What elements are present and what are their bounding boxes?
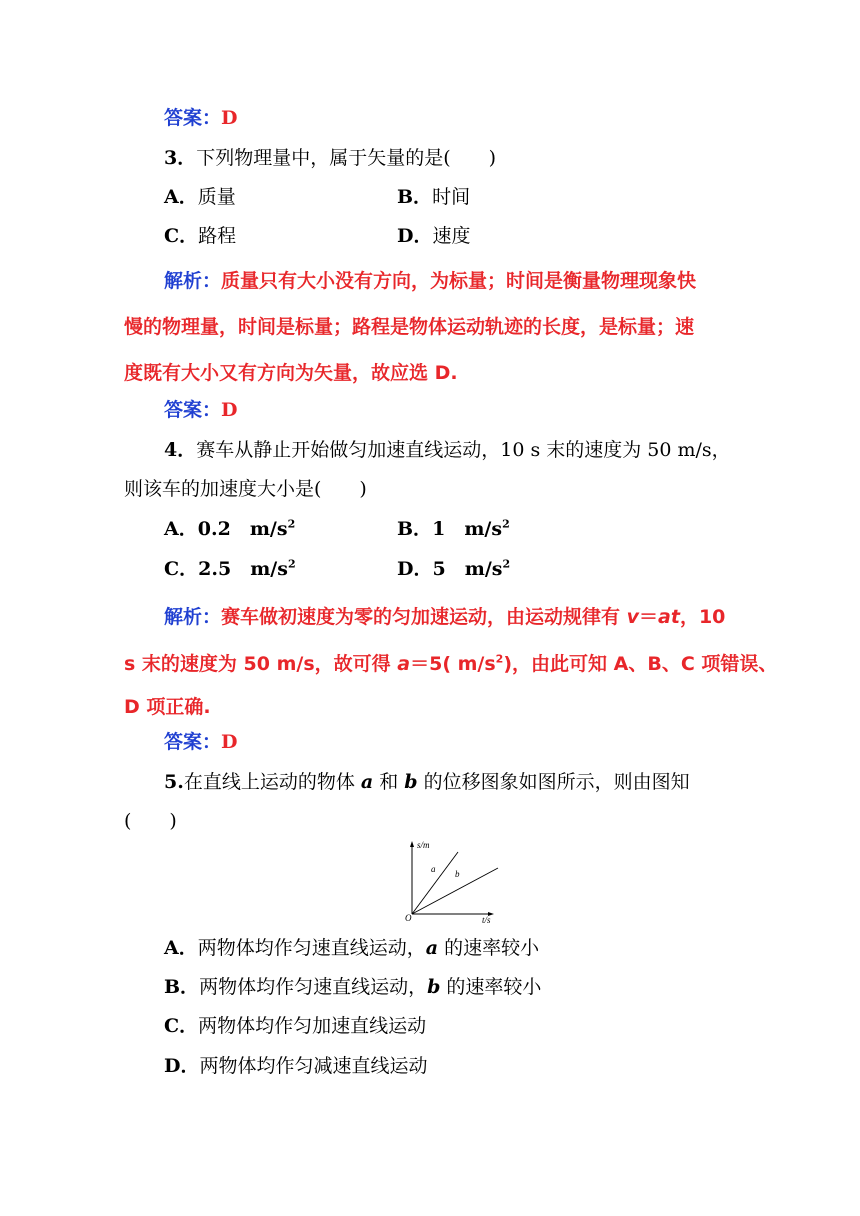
math-var: b [404, 771, 418, 793]
answer-line [164, 105, 238, 131]
option-value: 5 [432, 558, 446, 580]
option-text: 时间 [432, 186, 471, 208]
answer-label: 答案： [164, 107, 222, 129]
math-var: at [658, 606, 680, 628]
option-d [397, 223, 471, 249]
option-exponent: 2 [287, 557, 296, 571]
option-d [164, 1053, 428, 1079]
question-4-stem [164, 437, 731, 463]
option-d [397, 556, 510, 582]
question-text: 在直线上运动的物体 [183, 771, 361, 793]
question-number: 3． [164, 147, 197, 169]
question-5-stem [164, 769, 690, 795]
option-exponent: 2 [287, 517, 296, 531]
answer-label: 答案： [164, 731, 222, 753]
option-exponent: 2 [502, 557, 511, 571]
option-a [164, 184, 236, 210]
option-c [164, 1013, 426, 1039]
option-text: 两物体均作匀速直线运动， [197, 937, 426, 959]
option-a [164, 935, 539, 961]
option-value: 1 [432, 518, 446, 540]
option-label: D． [397, 225, 433, 247]
question-4-stem-cont: 则该车的加速度大小是( ) [124, 478, 367, 500]
analysis-text: 赛车做初速度为零的匀加速运动，由运动规律有 [221, 606, 627, 628]
option-text: 两物体均作匀减速直线运动 [199, 1055, 428, 1077]
option-label: B． [397, 186, 433, 208]
question-number: 5. [164, 771, 184, 793]
option-unit: m/s [249, 518, 288, 540]
math-var: a [397, 653, 411, 675]
option-c [164, 556, 296, 582]
analysis-label: 解析： [164, 270, 222, 292]
option-label: C． [164, 558, 199, 580]
option-label: D． [164, 1055, 200, 1077]
question-text: 的位移图象如图所示，则由图知 [417, 771, 690, 793]
analysis-text: 质量只有大小没有方向，为标量；时间是衡量物理现象快 [221, 270, 697, 292]
question-text: 赛车从静止开始做匀加速直线运动，10 s 末的速度为 50 m/s， [196, 439, 731, 461]
option-text: 的速率较小 [440, 976, 542, 998]
option-text: 两物体均作匀速直线运动， [199, 976, 428, 998]
math-op: ＝ [639, 606, 659, 628]
answer-value: D [221, 731, 238, 753]
option-label: D． [397, 558, 433, 580]
question-3-stem [164, 145, 496, 171]
analysis-line [164, 604, 725, 630]
option-value: 2.5 [198, 558, 232, 580]
answer-label: 答案： [164, 399, 222, 421]
option-text: 两物体均作匀加速直线运动 [198, 1015, 427, 1037]
option-b [397, 516, 510, 542]
question-5-stem-cont: ( ) [124, 810, 177, 832]
analysis-line: 慢的物理量，时间是标量；路程是物体运动轨迹的长度，是标量；速 [124, 316, 695, 338]
option-b [164, 974, 541, 1000]
line-a-label: a [431, 864, 436, 874]
option-value: 0.2 [197, 518, 231, 540]
line-b-label: b [455, 869, 460, 879]
analysis-line: D 项正确. [124, 696, 211, 718]
option-text: 速度 [432, 225, 471, 247]
y-axis-label: s/m [417, 840, 430, 850]
option-label: C． [164, 1015, 199, 1037]
math-var: a [360, 771, 374, 793]
option-label: A． [164, 186, 198, 208]
option-unit: m/s [464, 518, 503, 540]
displacement-time-graph [402, 838, 502, 924]
math-exponent: 2 [495, 652, 504, 666]
option-c [164, 223, 236, 249]
option-a [164, 516, 295, 542]
question-number: 4． [164, 439, 197, 461]
x-axis-label: t/s [482, 915, 491, 924]
analysis-text: s 末的速度为 50 m/s，故可得 [124, 653, 398, 675]
answer-value: D [221, 107, 238, 129]
option-unit: m/s [464, 558, 503, 580]
answer-value: D [221, 399, 238, 421]
origin-label: O [405, 913, 412, 923]
analysis-line [124, 651, 777, 677]
option-b [397, 184, 470, 210]
option-text: 质量 [197, 186, 236, 208]
question-text: 下列物理量中，属于矢量的是( ) [196, 147, 497, 169]
analysis-line [164, 268, 696, 294]
answer-line [164, 397, 238, 423]
math-var: v [626, 606, 640, 628]
option-exponent: 2 [502, 517, 510, 531]
analysis-text: )，由此可知 A、B、C 项错误、 [503, 653, 778, 675]
option-label: B． [397, 518, 433, 540]
option-label: B． [164, 976, 200, 998]
option-label: A． [164, 937, 198, 959]
line-a [412, 852, 458, 914]
math-var: a [425, 937, 439, 959]
option-label: A． [164, 518, 198, 540]
analysis-text: ＝5( m/s [410, 653, 496, 675]
option-text: 路程 [198, 225, 237, 247]
y-axis-arrow [410, 841, 414, 847]
math-var: b [427, 976, 441, 998]
question-text: 和 [373, 771, 405, 793]
analysis-text: ，10 [679, 606, 726, 628]
analysis-line: 度既有大小又有方向为矢量，故应选 D. [124, 362, 458, 384]
option-text: 的速率较小 [438, 937, 540, 959]
answer-line [164, 729, 238, 755]
option-unit: m/s [250, 558, 288, 580]
option-label: C． [164, 225, 199, 247]
analysis-label: 解析： [164, 606, 222, 628]
